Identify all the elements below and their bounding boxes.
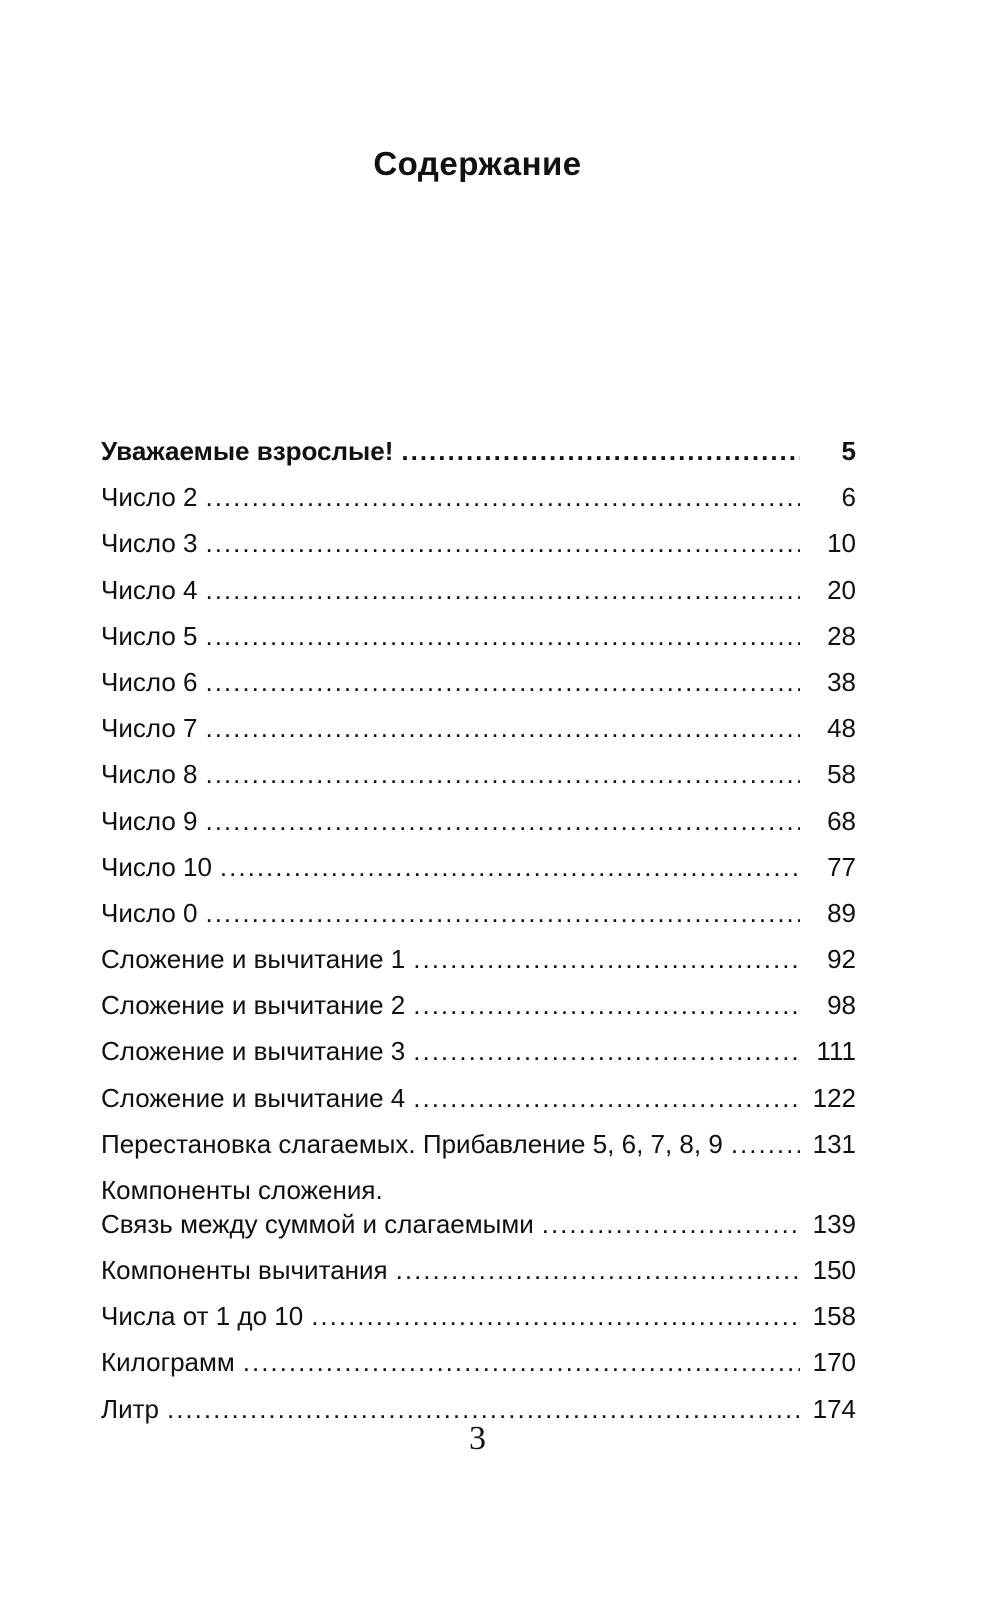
- toc-leader-dots: [396, 1247, 800, 1293]
- table-of-contents: [101, 428, 856, 1432]
- toc-entry: [101, 1339, 856, 1385]
- toc-entry-page: 20: [827, 574, 856, 605]
- toc-entry-page: 131: [812, 1128, 856, 1159]
- toc-entry-page: 122: [812, 1082, 856, 1113]
- toc-entry-page: 139: [812, 1208, 856, 1239]
- toc-entry-label: Число 2: [101, 482, 198, 513]
- toc-leader-dots: [243, 1339, 800, 1385]
- toc-entry-page: 6: [841, 482, 856, 513]
- toc-entry-label: Литр: [101, 1393, 159, 1424]
- toc-entry: [101, 428, 856, 474]
- toc-leader-dots: [205, 520, 800, 566]
- toc-leader-dots: [413, 1075, 800, 1121]
- toc-leader-dots: [401, 428, 800, 474]
- toc-leader-dots: [220, 844, 800, 890]
- toc-entry: [101, 936, 856, 982]
- toc-entry-page: 28: [827, 620, 856, 651]
- toc-entry: [101, 520, 856, 566]
- toc-entry-label: Сложение и вычитание 2: [101, 990, 406, 1021]
- toc-leader-dots: [205, 659, 800, 705]
- toc-entry-label: Уважаемые взрослые!: [101, 436, 394, 466]
- toc-entry-page: 111: [816, 1036, 856, 1067]
- toc-entry-label: Сложение и вычитание 4: [101, 1082, 406, 1113]
- toc-entry: [101, 798, 856, 844]
- toc-entry-label: Килограмм: [101, 1347, 235, 1378]
- toc-entry: [101, 474, 856, 520]
- toc-entry: [101, 751, 856, 797]
- toc-entry-label: Число 6: [101, 666, 198, 697]
- toc-entry-page: 98: [827, 990, 856, 1021]
- toc-entry-label: Связь между суммой и слагаемыми: [101, 1208, 534, 1239]
- toc-leader-dots: [413, 982, 800, 1028]
- toc-leader-dots: [205, 567, 800, 613]
- toc-entry-label: Сложение и вычитание 1: [101, 944, 406, 975]
- toc-entry-label: Число 10: [101, 851, 212, 882]
- toc-entry: [101, 844, 856, 890]
- toc-entry: [101, 1293, 856, 1339]
- toc-entry-label: Компоненты вычитания: [101, 1255, 388, 1285]
- toc-entry: [101, 890, 856, 936]
- toc-entry-page: 68: [827, 805, 856, 836]
- toc-entry-label: Число 8: [101, 759, 198, 790]
- toc-entry-label: Число 4: [101, 574, 198, 605]
- toc-leader-dots: [542, 1201, 800, 1247]
- toc-leader-dots: [205, 474, 800, 520]
- toc-leader-dots: [205, 890, 800, 936]
- toc-entry: [101, 1121, 856, 1167]
- toc-leader-dots: [205, 751, 800, 797]
- toc-entry-page: 5: [841, 436, 856, 466]
- toc-entry-label: Число 0: [101, 897, 198, 928]
- toc-entry-page: 158: [812, 1301, 856, 1332]
- toc-leader-dots: [311, 1293, 800, 1339]
- toc-entry-label: Сложение и вычитание 3: [101, 1036, 406, 1067]
- toc-entry: [101, 567, 856, 613]
- toc-leader-dots: [205, 798, 800, 844]
- page-number: 3: [469, 1420, 486, 1457]
- toc-entry-label: Число 7: [101, 713, 198, 744]
- toc-entry: [101, 1075, 856, 1121]
- toc-entry-label-line1: Компоненты сложения.: [101, 1175, 383, 1205]
- toc-entry-page: 38: [827, 666, 856, 697]
- toc-leader-dots: [413, 1028, 800, 1074]
- toc-leader-dots: [731, 1121, 800, 1167]
- toc-entry-page: 48: [827, 713, 856, 744]
- toc-entry-page: 58: [827, 759, 856, 790]
- toc-entry: [101, 705, 856, 751]
- toc-entry: [101, 1028, 856, 1074]
- toc-entry: [101, 1167, 856, 1247]
- toc-entry: [101, 659, 856, 705]
- toc-entry-page: 150: [812, 1255, 856, 1285]
- toc-entry-page: 174: [812, 1393, 856, 1424]
- toc-entry-page: 77: [827, 851, 856, 882]
- toc-entry: [101, 613, 856, 659]
- toc-entry: [101, 982, 856, 1028]
- toc-entry-label: Число 5: [101, 620, 198, 651]
- toc-entry-label: Перестановка слагаемых. Прибавление 5, 6, 7, 8, 9: [101, 1128, 723, 1159]
- toc-entry-label: Числа от 1 до 10: [101, 1301, 304, 1332]
- toc-leader-dots: [205, 705, 800, 751]
- toc-leader-dots: [205, 613, 800, 659]
- toc-entry: [101, 1247, 856, 1293]
- toc-entry-page: 89: [827, 897, 856, 928]
- toc-entry-label: Число 3: [101, 528, 198, 559]
- toc-entry-page: 92: [827, 944, 856, 975]
- toc-entry-page: 170: [812, 1347, 856, 1378]
- toc-leader-dots: [413, 936, 800, 982]
- page-title: Содержание: [373, 145, 582, 182]
- toc-entry-page: 10: [827, 528, 856, 559]
- toc-entry-label: Число 9: [101, 805, 198, 836]
